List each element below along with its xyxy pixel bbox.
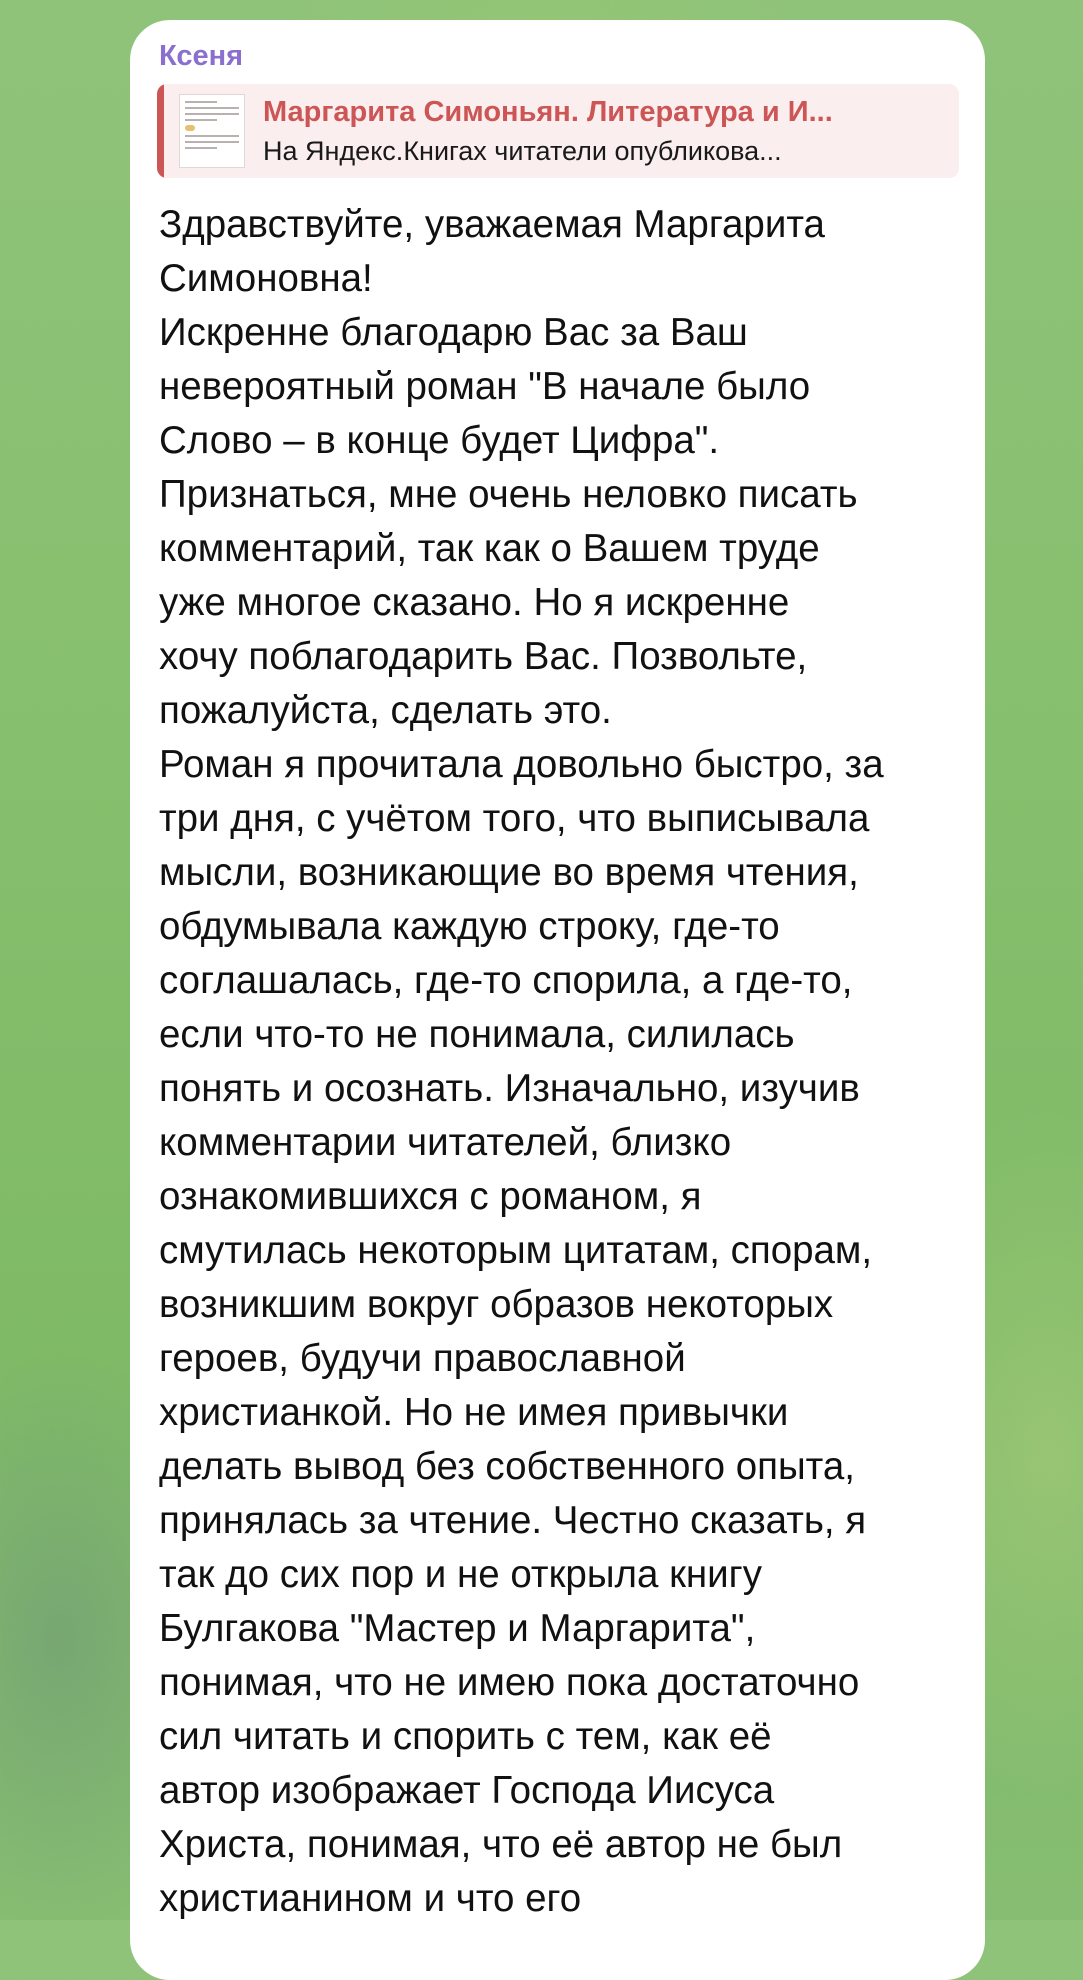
message-line: понять и осознать. Изначально, изучив [159, 1067, 860, 1110]
message-line: делать вывод без собственного опыта, [159, 1445, 855, 1488]
link-preview[interactable] [157, 84, 959, 178]
message-line: христианкой. Но не имея привычки [159, 1391, 789, 1434]
link-preview-description: На Яндекс.Книгах читатели опубликова... [263, 136, 782, 166]
message-line: комментарии читателей, близко [159, 1121, 732, 1164]
message-line: Признаться, мне очень неловко писать [159, 473, 858, 516]
message-line: Симоновна! [159, 257, 373, 300]
message-bubble[interactable] [130, 20, 985, 1980]
message-text [159, 198, 959, 1926]
message-line: христианином и что его [159, 1877, 582, 1920]
message-line: возникшим вокруг образов некоторых [159, 1283, 834, 1326]
message-line: Здравствуйте, уважаемая Маргарита [159, 203, 825, 246]
link-preview-thumbnail[interactable] [179, 94, 245, 168]
message-line: так до сих пор и не открыла книгу [159, 1553, 762, 1596]
message-line: героев, будучи православной [159, 1337, 686, 1380]
message-line: принялась за чтение. Честно сказать, я [159, 1499, 867, 1542]
message-line: комментарий, так как о Вашем труде [159, 527, 820, 570]
message-line: ознакомившихся с романом, я [159, 1175, 702, 1218]
message-line: Искренне благодарю Вас за Ваш [159, 311, 748, 354]
message-line: Булгакова "Мастер и Маргарита", [159, 1607, 756, 1650]
message-line: сил читать и спорить с тем, как её [159, 1715, 772, 1758]
message-line: пожалуйста, сделать это. [159, 689, 612, 732]
message-line: соглашалась, где-то спорила, а где-то, [159, 959, 853, 1002]
message-line: уже многое сказано. Но я искренне [159, 581, 790, 624]
message-line: смутилась некоторым цитатам, спорам, [159, 1229, 873, 1272]
link-preview-title[interactable]: Маргарита Симоньян. Литература и И... [263, 96, 833, 128]
message-line: Слово – в конце будет Цифра". [159, 419, 720, 462]
message-line: три дня, с учётом того, что выписывала [159, 797, 870, 840]
message-line: если что-то не понимала, силилась [159, 1013, 795, 1056]
message-line: автор изображает Господа Иисуса [159, 1769, 775, 1812]
message-line: Роман я прочитала довольно быстро, за [159, 743, 884, 786]
message-line: невероятный роман "В начале было [159, 365, 811, 408]
message-line: обдумывала каждую строку, где-то [159, 905, 780, 948]
message-line: хочу поблагодарить Вас. Позвольте, [159, 635, 808, 678]
message-line: понимая, что не имею пока достаточно [159, 1661, 860, 1704]
link-preview-accent-bar [157, 84, 164, 178]
sender-name[interactable]: Ксеня [159, 40, 244, 72]
message-line: мысли, возникающие во время чтения, [159, 851, 859, 894]
message-line: Христа, понимая, что её автор не был [159, 1823, 843, 1866]
